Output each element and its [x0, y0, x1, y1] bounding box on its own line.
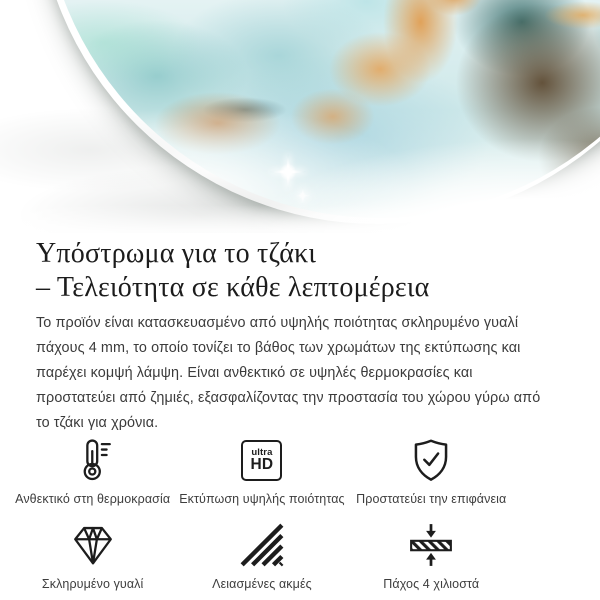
feature-heat-resistant — [8, 437, 177, 506]
page-title-line2: – Τελειότητα σε κάθε λεπτομέρεια — [36, 272, 430, 303]
feature-surface-protection — [347, 437, 516, 506]
ultra-hd-icon — [241, 437, 282, 483]
feature-label: Ανθεκτικό στη θερμοκρασία — [15, 492, 171, 506]
thermometer-icon — [70, 437, 116, 483]
feature-polished-edges — [177, 522, 346, 591]
page-title-line1: Υπόστρωμα για το τζάκι — [36, 238, 317, 269]
diamond-icon — [70, 522, 116, 568]
feature-print-quality — [177, 437, 346, 506]
feature-label: Προστατεύει την επιφάνεια — [356, 492, 507, 506]
shield-check-icon — [408, 437, 454, 483]
feature-label: Εκτύπωση υψηλής ποιότητας — [179, 492, 345, 506]
polished-edges-icon — [239, 522, 285, 568]
ultra-hd-badge-top: ultra — [251, 447, 273, 458]
feature-thickness — [347, 522, 516, 591]
product-image — [0, 0, 600, 233]
page-title — [0, 233, 600, 305]
feature-label: Σκληρυμένο γυαλί — [41, 577, 144, 591]
feature-label: Πάχος 4 χιλιοστά — [383, 577, 480, 591]
feature-label: Λειασμένες ακμές — [212, 577, 312, 591]
features-grid — [8, 437, 516, 591]
thickness-icon — [408, 522, 454, 568]
ultra-hd-badge-bottom: HD — [250, 456, 274, 473]
feature-tempered-glass — [8, 522, 177, 591]
product-description: Το προϊόν είναι κατασκευασμένο από υψηλής ποιότητας σκληρυμένο γυαλί πάχους 4 mm, το οποίο τονίζει το βάθος των χρωμάτων της εκτύπωσης και παρέχει κομψή λάμψη. Είναι ανθεκτικό σε υψηλές θερμοκρασίες και προστατεύει από ζημιές, εξασφαλίζοντας την προστασία του χώρου γύρω από το τζάκι για χρόνια. — [36, 315, 541, 431]
